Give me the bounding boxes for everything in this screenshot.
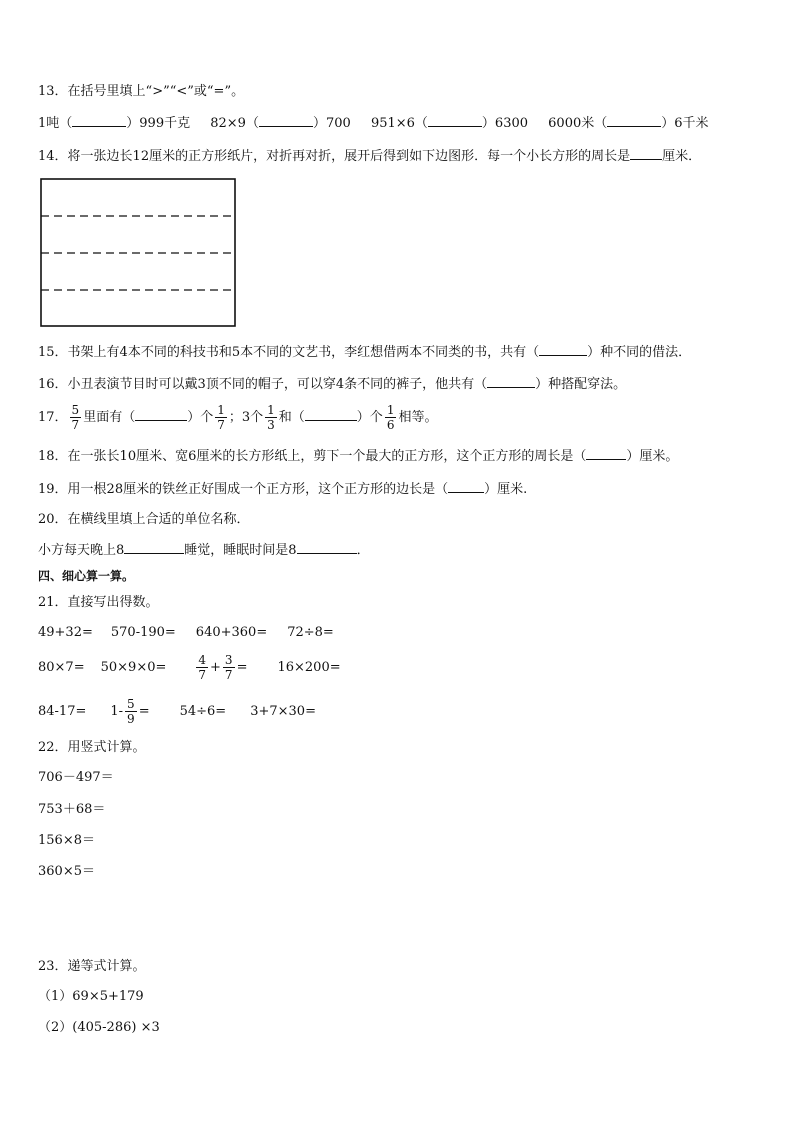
q21-row2: 80×7= 50×9×0= $\frac{4}{7}$ + $\frac{3}{7}$ = 16×200= bbox=[38, 653, 341, 682]
q18 bbox=[38, 447, 678, 466]
q13-item-2-left: 82×9（ bbox=[210, 116, 259, 131]
q21-frac-4-7: $\frac{4}{7}$ bbox=[198, 653, 207, 682]
q18-blank[interactable] bbox=[586, 447, 626, 460]
q14-blank[interactable] bbox=[630, 147, 662, 160]
q15 bbox=[38, 343, 691, 362]
q22-item-2: 753＋68＝ bbox=[38, 802, 106, 817]
q14-text: 14．将一张边长12厘米的正方形纸片，对折再对折，展开后得到如下边图形．每一个小长方形的周长是 bbox=[38, 149, 631, 164]
section-4-heading: 四、细心算一算。 bbox=[38, 569, 135, 583]
q14-unit: 厘米． bbox=[662, 149, 702, 164]
q15-blank[interactable] bbox=[539, 343, 587, 356]
q16 bbox=[38, 375, 626, 394]
q13-blank-3[interactable] bbox=[428, 114, 482, 127]
q13-title: 13．在括号里填上“>”“<”或“=”。 bbox=[38, 84, 245, 99]
q23-item-1: （1）69×5+179 bbox=[38, 989, 144, 1004]
q21-frac-3-7: $\frac{3}{7}$ bbox=[224, 653, 233, 682]
q21-row3: 84-17= 1- $\frac{5}{9}$ = 54÷6= 3+7×30= bbox=[38, 697, 316, 726]
q18-after: ）厘米。 bbox=[626, 449, 679, 464]
q17-blank-1[interactable] bbox=[135, 408, 187, 421]
q13-item-1-right: ）999千克 bbox=[126, 116, 191, 131]
q17-blank-2[interactable] bbox=[305, 408, 357, 421]
q22-item-4: 360×5＝ bbox=[38, 864, 95, 879]
q21-title: 21．直接写出得数。 bbox=[38, 595, 159, 610]
q20-blank-2[interactable] bbox=[297, 541, 357, 554]
q19-after: ）厘米. bbox=[484, 482, 528, 497]
q17-num: 17． bbox=[38, 410, 68, 425]
q19-text: 19．用一根28厘米的铁丝正好围成一个正方形，这个正方形的边长是（ bbox=[38, 482, 449, 497]
q16-text: 16．小丑表演节目时可以戴3顶不同的帽子，可以穿4条不同的裤子，他共有（ bbox=[38, 377, 488, 392]
q22-title: 22．用竖式计算。 bbox=[38, 740, 146, 755]
q13-blank-4[interactable] bbox=[607, 114, 661, 127]
q13-item-3-left: 951×6（ bbox=[370, 116, 428, 131]
q21-row1: 49+32= 570-190= 640+360= 72÷8= bbox=[38, 625, 334, 640]
q16-blank[interactable] bbox=[487, 375, 535, 388]
q13-items bbox=[38, 114, 709, 133]
q17-frac-1-7: $\frac{1}{7}$ bbox=[217, 403, 225, 432]
q17-frac-1-3: $\frac{1}{3}$ bbox=[267, 403, 275, 432]
q18-text: 18．在一张长10厘米、宽6厘米的长方形纸上，剪下一个最大的正方形，这个正方形的周长是（ bbox=[38, 449, 587, 464]
q13-item-4-left: 6000米（ bbox=[548, 116, 608, 131]
q13-blank-1[interactable] bbox=[72, 114, 126, 127]
q17-frac-5-7: $\frac{5}{7}$ bbox=[71, 403, 80, 432]
q21-frac-5-9: $\frac{5}{9}$ bbox=[127, 697, 135, 726]
q17: 17． $\frac{5}{7}$ 里面有（ ）个 $\frac{1}{7}$ ；3个 $\frac{1}{3}$ 和（ ）个 $\frac{1}{6}$ 相等。 bbox=[38, 403, 438, 432]
q19-blank[interactable] bbox=[448, 480, 484, 493]
q14 bbox=[38, 147, 701, 166]
q22-item-3: 156×8＝ bbox=[38, 833, 95, 848]
q13-item-2-right: ）700 bbox=[312, 116, 351, 131]
folded-paper-figure bbox=[40, 178, 236, 328]
q15-after: ）种不同的借法． bbox=[587, 345, 692, 360]
q13-item-3-right: ）6300 bbox=[481, 116, 529, 131]
q20-title: 20．在横线里填上合适的单位名称． bbox=[38, 512, 250, 527]
q15-text: 15．书架上有4本不同的科技书和5本不同的文艺书，李红想借两本不同类的书，共有（ bbox=[38, 345, 540, 360]
q20-line: 小方每天晚上8 睡觉，睡眠时间是8 ． bbox=[38, 543, 370, 558]
q13-blank-2[interactable] bbox=[259, 114, 313, 127]
q13-item-4-right: ）6千米 bbox=[661, 116, 709, 131]
q16-after: ）种搭配穿法。 bbox=[535, 377, 627, 392]
q20-blank-1[interactable] bbox=[124, 541, 184, 554]
q22-item-1: 706－497＝ bbox=[38, 770, 114, 785]
q13-item-1-left: 1吨（ bbox=[38, 116, 73, 131]
q23-item-2: （2）(405-286) ×3 bbox=[38, 1020, 160, 1035]
q17-frac-1-6: $\frac{1}{6}$ bbox=[386, 403, 395, 432]
q23-title: 23．递等式计算。 bbox=[38, 959, 146, 974]
q19 bbox=[38, 480, 527, 499]
